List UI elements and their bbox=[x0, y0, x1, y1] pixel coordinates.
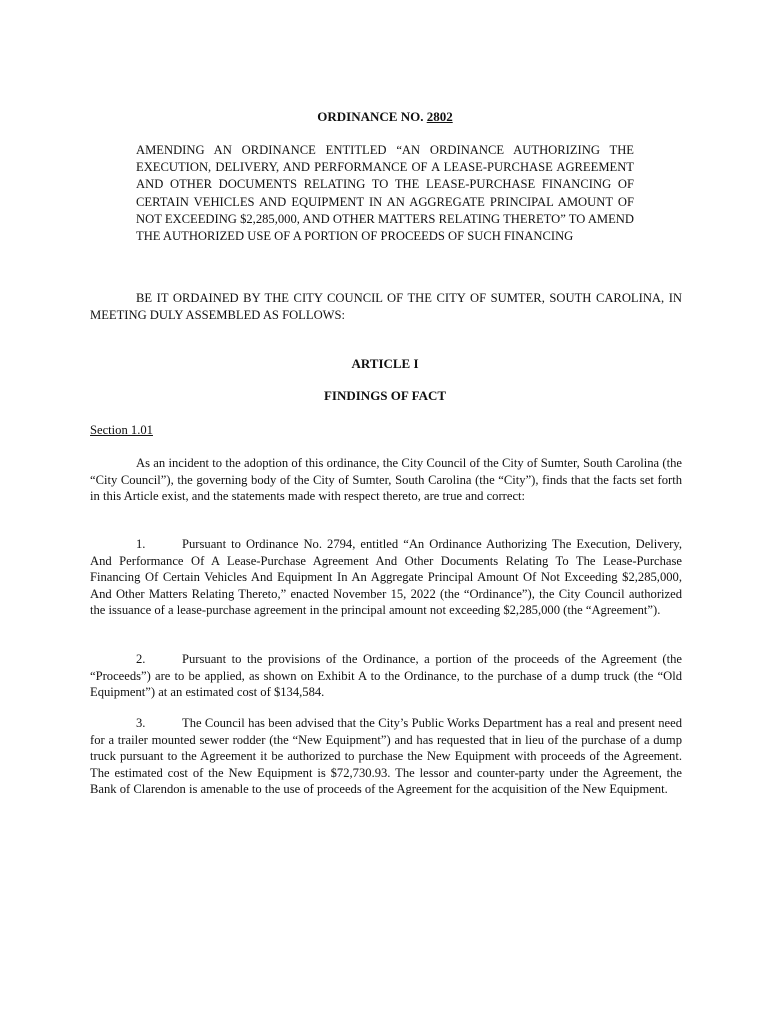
article-heading: ARTICLE I bbox=[351, 356, 419, 371]
finding-item-number: 2. bbox=[136, 652, 146, 666]
section-label: Section 1.01 bbox=[90, 423, 153, 437]
enacting-clause: BE IT ORDAINED BY THE CITY COUNCIL OF THE CITY OF SUMTER, SOUTH CAROLINA, IN MEETING DULY ASSEMBLED AS FOLLOWS: bbox=[90, 291, 682, 323]
ordinance-number: 2802 bbox=[426, 109, 453, 124]
ordinance-title-prefix: ORDINANCE NO. bbox=[317, 109, 427, 124]
finding-item-2 bbox=[90, 651, 682, 701]
finding-item-text: The Council has been advised that the City’s Public Works Department has a real and present need for a trailer mounted sewer rodder (the “New Equipment”) and has requested that in lieu of the purchase of a dump truck pursuant to the Agreement it be authorized to purchase the New Equipment with proceeds of the Agreement. The estimated cost of the New Equipment is $72,730.93. The lessor and counter-party under the Agreement, the Bank of Clarendon is amenable to the use of proceeds of the Agreement for the acquisition of the New Equipment. bbox=[90, 716, 682, 797]
finding-item-text: Pursuant to the provisions of the Ordinance, a portion of the proceeds of the Agreement (the “Proceeds”) are to be applied, as shown on Exhibit A to the Ordinance, to the purchase of a dump truck (the “Old Equipment”) at an estimated cost of $134,584. bbox=[90, 652, 682, 700]
finding-item-1 bbox=[90, 536, 682, 619]
ordinance-title bbox=[0, 109, 770, 125]
finding-item-3 bbox=[90, 715, 682, 798]
finding-item-text: Pursuant to Ordinance No. 2794, entitled “An Ordinance Authorizing The Execution, Delivery, And Performance Of A Lease-Purchase Agreement And Other Documents Relating To The Lease-Purchase Financing Of Certain Vehicles And Equipment In An Aggregate Principal Amount Of Not Exceeding $2,285,000, And Other Matters Relating Thereto,” enacted November 15, 2022 (the “Ordinance”), the City Council authorized the issuance of a lease-purchase agreement in the principal amount not exceeding $2,285,000 (the “Agreement”). bbox=[90, 537, 682, 618]
finding-item-number: 1. bbox=[136, 537, 146, 551]
finding-item-number: 3. bbox=[136, 716, 146, 730]
article-subheading: FINDINGS OF FACT bbox=[323, 388, 447, 403]
findings-intro-paragraph: As an incident to the adoption of this ordinance, the City Council of the City of Sumter, South Carolina (the “City Council”), the governing body of the City of Sumter, South Carolina (the “City”), finds that the facts set forth in this Article exist, and the statements made with respect thereto, are true and correct: bbox=[90, 456, 682, 504]
ordinance-caption: AMENDING AN ORDINANCE ENTITLED “AN ORDINANCE AUTHORIZING THE EXECUTION, DELIVERY, AND PERFORMANCE OF A LEASE-PURCHASE AGREEMENT AND OTHER DOCUMENTS RELATING TO THE LEASE-PURCHASE FINANCING OF CERTAIN VEHICLES AND EQUIPMENT IN AN AGGREGATE PRINCIPAL AMOUNT OF NOT EXCEEDING $2,285,000, AND OTHER MATTERS RELATING THERETO” TO AMEND THE AUTHORIZED USE OF A PORTION OF PROCEEDS OF SUCH FINANCING bbox=[136, 143, 634, 244]
